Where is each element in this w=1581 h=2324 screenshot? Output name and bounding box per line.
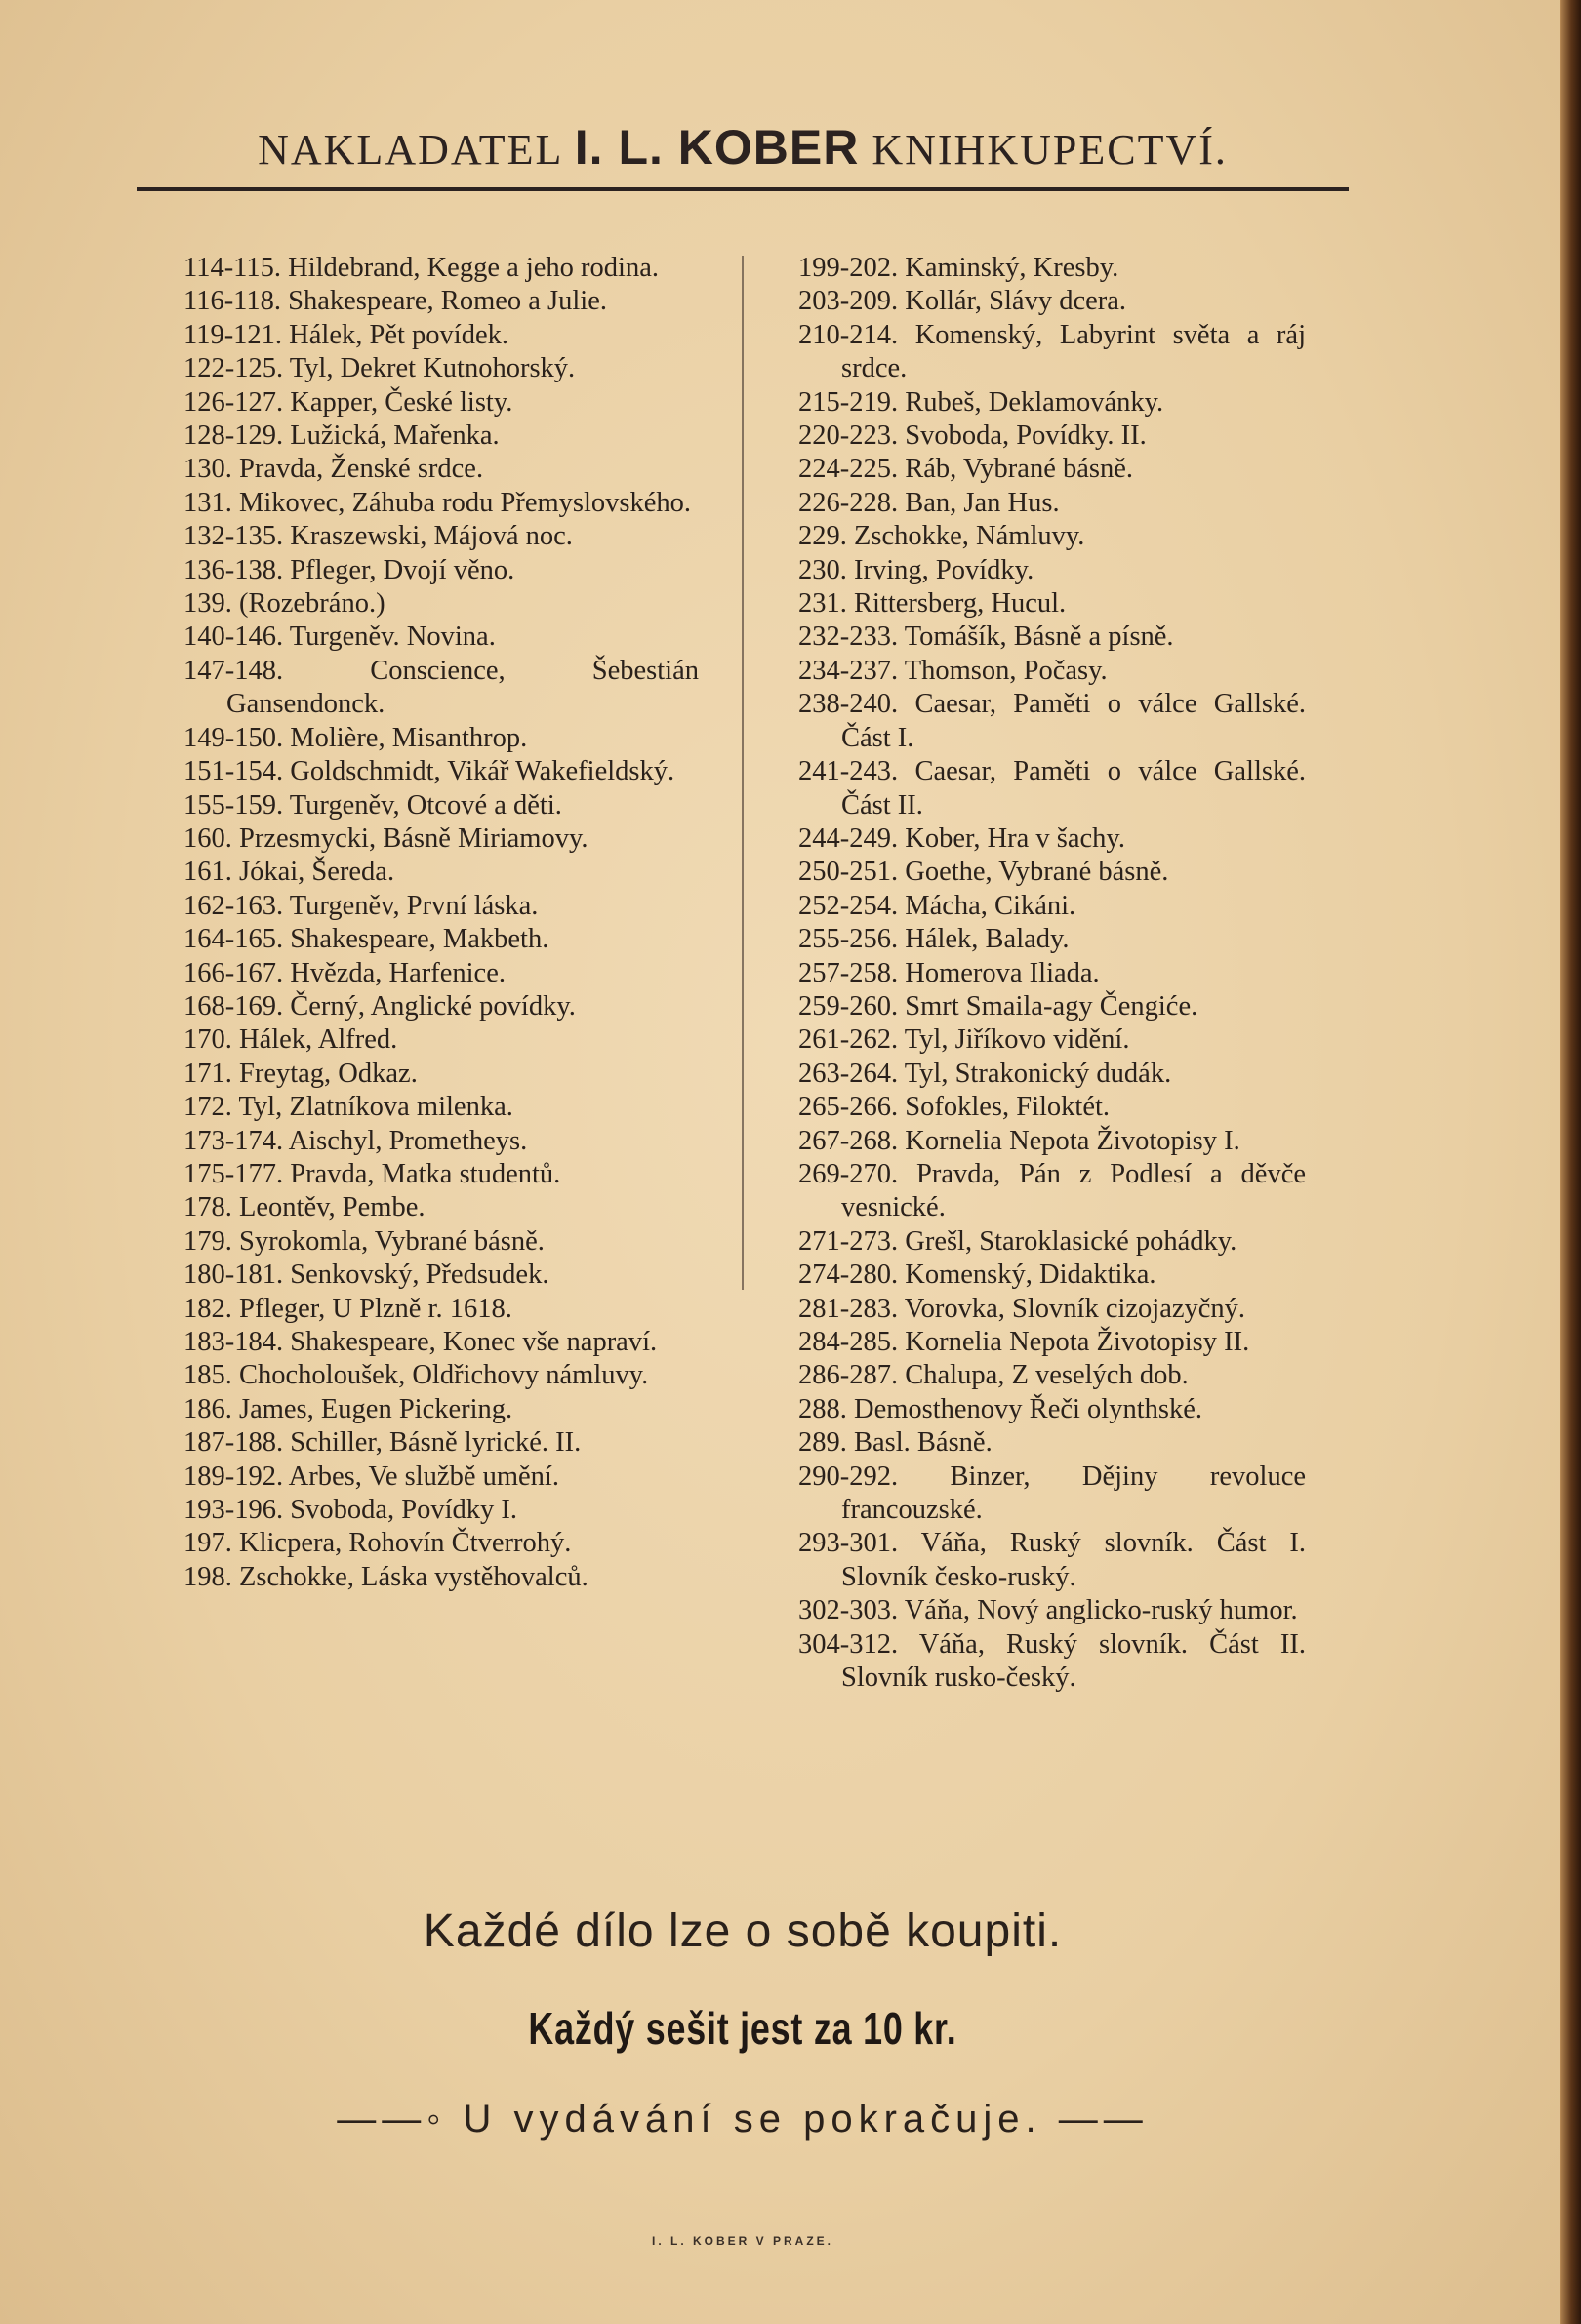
list-item: 162-163. Turgeněv, První láska. bbox=[183, 890, 539, 921]
list-item: 171. Freytag, Odkaz. bbox=[183, 1058, 418, 1089]
list-item: 164-165. Shakespeare, Makbeth. bbox=[183, 924, 549, 955]
list-item: 185. Chocholoušek, Oldřichovy námluvy. bbox=[183, 1360, 649, 1391]
list-item: 155-159. Turgeněv, Otcové a děti. bbox=[183, 789, 562, 821]
list-item: 226-228. Ban, Jan Hus. bbox=[798, 487, 1060, 518]
list-item: 302-303. Váňa, Nový anglicko-ruský humor. bbox=[798, 1595, 1298, 1626]
list-item: 139. (Rozebráno.) bbox=[183, 588, 385, 620]
list-item: 119-121. Hálek, Pět povídek. bbox=[183, 319, 508, 350]
right-column bbox=[798, 252, 1306, 1695]
list-item: 289. Basl. Básně. bbox=[798, 1427, 993, 1459]
list-item: 161. Jókai, Šereda. bbox=[183, 857, 395, 888]
publisher-header bbox=[137, 119, 1349, 176]
header-name: I. L. KOBER bbox=[574, 120, 860, 175]
list-item: 257-258. Homerova Iliada. bbox=[798, 957, 1100, 988]
list-item: 281-283. Vorovka, Slovník cizojazyčný. bbox=[798, 1293, 1246, 1324]
list-item: 187-188. Schiller, Básně lyrické. II. bbox=[183, 1427, 582, 1459]
list-item: 290-292. Binzer, Dějiny revoluce francouzské. bbox=[798, 1461, 1306, 1526]
list-item: 274-280. Komenský, Didaktika. bbox=[798, 1260, 1156, 1291]
list-item: 131. Mikovec, Záhuba rodu Přemyslovského. bbox=[183, 487, 692, 518]
note-each-work: Každé dílo lze o sobě koupiti. bbox=[423, 1905, 1063, 1957]
list-item: 128-129. Lužická, Mařenka. bbox=[183, 421, 500, 452]
printer-footer: I. L. KOBER V PRAZE. bbox=[651, 2234, 833, 2248]
list-item: 136-138. Pfleger, Dvojí věno. bbox=[183, 554, 515, 585]
list-item: 197. Klicpera, Rohovín Čtverrohý. bbox=[183, 1528, 572, 1559]
list-item: 271-273. Grešl, Staroklasické pohádky. bbox=[798, 1225, 1237, 1257]
list-item: 198. Zschokke, Láska vystěhovalců. bbox=[183, 1561, 588, 1592]
list-item: 261-262. Tyl, Jiříkovo vidění. bbox=[798, 1024, 1130, 1056]
list-item: 193-196. Svoboda, Povídky I. bbox=[183, 1495, 517, 1526]
list-item: 182. Pfleger, U Plzně r. 1618. bbox=[183, 1293, 512, 1324]
list-item: 284-285. Kornelia Nepota Životopisy II. bbox=[798, 1327, 1250, 1357]
list-item: 183-184. Shakespeare, Konec vše napraví. bbox=[183, 1327, 658, 1357]
header-trade: KNIHKUPECTVÍ. bbox=[872, 126, 1228, 174]
list-item: 160. Przesmycki, Básně Miriamovy. bbox=[183, 822, 588, 854]
list-item: 288. Demosthenovy Řeči olynthské. bbox=[798, 1393, 1202, 1424]
note-price: Každý sešit jest za 10 kr. bbox=[528, 2003, 957, 2054]
list-item: 149-150. Molière, Misanthrop. bbox=[183, 722, 528, 753]
list-item: 259-260. Smrt Smaila-agy Čengiće. bbox=[798, 990, 1198, 1022]
list-item: 220-223. Svoboda, Povídky. II. bbox=[798, 421, 1147, 452]
list-item: 229. Zschokke, Námluvy. bbox=[798, 521, 1085, 552]
list-item: 304-312. Váňa, Ruský slovník. Část II. Slovník rusko-český. bbox=[798, 1628, 1306, 1694]
list-item: 114-115. Hildebrand, Kegge a jeho rodina. bbox=[183, 253, 659, 283]
list-item: 132-135. Kraszewski, Májová noc. bbox=[183, 521, 573, 552]
list-item: 168-169. Černý, Anglické povídky. bbox=[183, 990, 576, 1022]
list-item: 151-154. Goldschmidt, Vikář Wakefieldský. bbox=[183, 756, 675, 787]
book-spine bbox=[1560, 0, 1581, 2324]
list-item: 166-167. Hvězda, Harfenice. bbox=[183, 957, 506, 988]
list-item: 210-214. Komenský, Labyrint světa a ráj srdce. bbox=[798, 319, 1306, 384]
list-item: 140-146. Turgeněv. Novina. bbox=[183, 621, 496, 653]
list-item: 238-240. Caesar, Paměti o válce Gallské. Část I. bbox=[798, 689, 1306, 753]
list-item: 126-127. Kapper, České listy. bbox=[183, 386, 513, 418]
list-item: 199-202. Kaminský, Kresby. bbox=[798, 253, 1119, 283]
list-item: 234-237. Thomson, Počasy. bbox=[798, 655, 1108, 686]
list-item: 215-219. Rubeš, Deklamovánky. bbox=[798, 386, 1164, 418]
list-item: 203-209. Kollár, Slávy dcera. bbox=[798, 286, 1127, 317]
list-item: 250-251. Goethe, Vybrané básně. bbox=[798, 857, 1169, 888]
list-item: 255-256. Hálek, Balady. bbox=[798, 924, 1070, 955]
header-rule bbox=[137, 187, 1349, 191]
list-item: 179. Syrokomla, Vybrané básně. bbox=[183, 1225, 545, 1257]
list-item: 241-243. Caesar, Paměti o válce Gallské. Část II. bbox=[798, 756, 1306, 821]
list-item: 293-301. Váňa, Ruský slovník. Část I. Slovník česko-ruský. bbox=[798, 1528, 1306, 1592]
header-publisher: NAKLADATEL bbox=[258, 126, 562, 174]
list-item: 230. Irving, Povídky. bbox=[798, 554, 1034, 585]
list-item: 263-264. Tyl, Strakonický dudák. bbox=[798, 1058, 1172, 1089]
left-column bbox=[183, 252, 699, 1594]
list-item: 286-287. Chalupa, Z veselých dob. bbox=[798, 1360, 1189, 1391]
list-item: 186. James, Eugen Pickering. bbox=[183, 1393, 513, 1424]
list-item: 170. Hálek, Alfred. bbox=[183, 1024, 398, 1056]
list-item: 175-177. Pravda, Matka studentů. bbox=[183, 1158, 561, 1189]
list-item: 269-270. Pravda, Pán z Podlesí a děvče vesnické. bbox=[798, 1158, 1306, 1223]
list-item: 130. Pravda, Ženské srdce. bbox=[183, 454, 484, 485]
list-item: 267-268. Kornelia Nepota Životopisy I. bbox=[798, 1125, 1240, 1156]
list-item: 232-233. Tomášík, Básně a písně. bbox=[798, 621, 1174, 653]
list-item: 122-125. Tyl, Dekret Kutnohorský. bbox=[183, 353, 576, 384]
column-divider bbox=[742, 256, 744, 1290]
list-item: 147-148. Conscience, Šebestián Gansendonck. bbox=[183, 655, 699, 720]
list-item: 180-181. Senkovský, Předsudek. bbox=[183, 1260, 549, 1291]
list-item: 231. Rittersberg, Hucul. bbox=[798, 588, 1067, 620]
list-item: 224-225. Ráb, Vybrané básně. bbox=[798, 454, 1133, 485]
list-item: 116-118. Shakespeare, Romeo a Julie. bbox=[183, 286, 607, 317]
list-item: 265-266. Sofokles, Filoktét. bbox=[798, 1092, 1111, 1123]
list-item: 172. Tyl, Zlatníkova milenka. bbox=[183, 1092, 513, 1123]
list-item: 252-254. Mácha, Cikáni. bbox=[798, 890, 1076, 921]
list-item: 244-249. Kober, Hra v šachy. bbox=[798, 822, 1125, 854]
list-item: 178. Leontěv, Pembe. bbox=[183, 1192, 426, 1223]
list-item: 173-174. Aischyl, Prometheys. bbox=[183, 1125, 528, 1156]
note-continuing: ——◦ U vydávání se pokračuje. —— bbox=[337, 2098, 1149, 2141]
list-item: 189-192. Arbes, Ve službě umění. bbox=[183, 1461, 559, 1492]
